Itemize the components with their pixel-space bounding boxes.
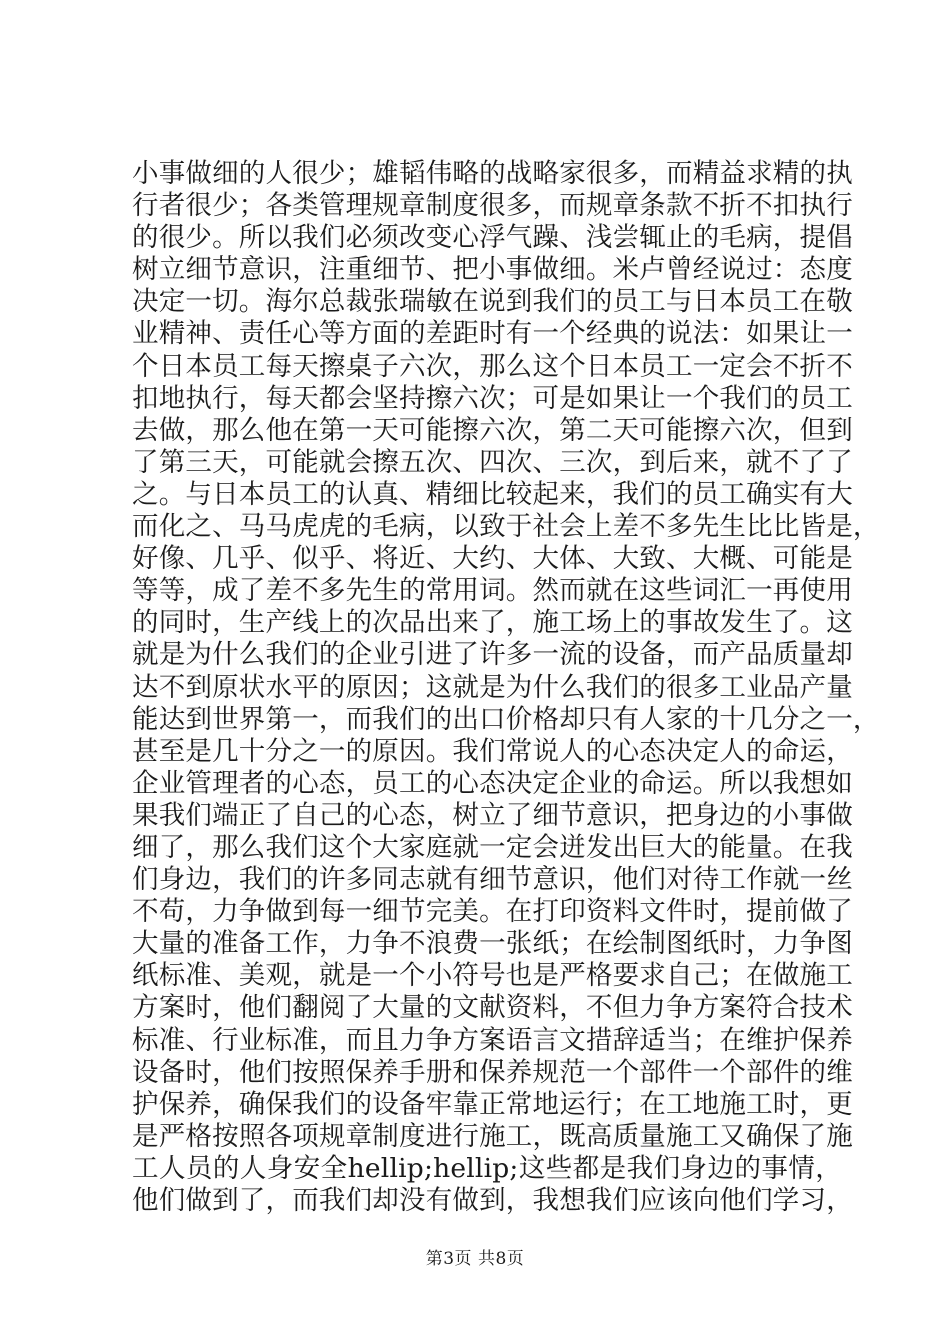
text-line: 细了，那么我们这个大家庭就一定会迸发出巨大的能量。在我 [132,831,853,863]
text-line: 的很少。所以我们必须改变心浮气躁、浅尝辄止的毛病，提倡 [132,222,853,254]
text-line: 设备时，他们按照保养手册和保养规范一个部件一个部件的维 [132,1056,853,1088]
text-line: 工人员的人身安全hellip;hellip;这些都是我们身边的事情， [132,1152,842,1184]
text-line: 护保养，确保我们的设备牢靠正常地运行；在工地施工时，更 [132,1088,853,1120]
text-line: 小事做细的人很少；雄韬伟略的战略家很多，而精益求精的执 [132,158,853,189]
text-line: 企业管理者的心态，员工的心态决定企业的命运。所以我想如 [132,767,853,799]
text-line: 个日本员工每天擦桌子六次，那么这个日本员工一定会不折不 [132,350,853,382]
text-line: 们身边，我们的许多同志就有细节意识，他们对待工作就一丝 [132,864,853,896]
text-line: 的同时，生产线上的次品出来了，施工场上的事故发生了。这 [132,607,853,639]
text-line: 好像、几乎、似乎、将近、大约、大体、大致、大概、可能是 [132,543,853,575]
text-line: 之。与日本员工的认真、精细比较起来，我们的员工确实有大 [132,478,853,510]
text-line: 就是为什么我们的企业引进了许多一流的设备，而产品质量却 [132,639,853,671]
text-line: 树立细节意识，注重细节、把小事做细。米卢曾经说过：态度 [132,254,853,286]
text-line: 果我们端正了自己的心态，树立了细节意识，把身边的小事做 [132,799,853,831]
text-line: 等等，成了差不多先生的常用词。然而就在这些词汇一再使用 [132,575,853,607]
text-line: 而化之、马马虎虎的毛病，以致于社会上差不多先生比比皆是， [132,511,880,543]
text-line: 决定一切。海尔总裁张瑞敏在说到我们的员工与日本员工在敬 [132,286,853,318]
text-line: 扣地执行，每天都会坚持擦六次；可是如果让一个我们的员工 [132,382,853,414]
text-line: 去做，那么他在第一天可能擦六次，第二天可能擦六次，但到 [132,414,853,446]
text-line: 标准、行业标准，而且力争方案语言文措辞适当；在维护保养 [132,1024,853,1056]
text-line: 了第三天，可能就会擦五次、四次、三次，到后来，就不了了 [132,446,853,478]
page-number-footer: 第3页 共8页 [425,1249,525,1269]
text-line: 是严格按照各项规章制度进行施工，既高质量施工又确保了施 [132,1120,853,1152]
text-line: 甚至是几十分之一的原因。我们常说人的心态决定人的命运， [132,735,853,767]
text-line: 能达到世界第一，而我们的出口价格却只有人家的十几分之一， [132,703,880,735]
text-line: 大量的准备工作，力争不浪费一张纸；在绘制图纸时，力争图 [132,928,853,960]
text-line: 不苟，力争做到每一细节完美。在打印资料文件时，提前做了 [132,896,853,928]
text-line: 达不到原状水平的原因；这就是为什么我们的很多工业品产量 [132,671,853,703]
text-line: 业精神、责任心等方面的差距时有一个经典的说法：如果让一 [132,318,853,350]
text-line: 他们做到了，而我们却没有做到，我想我们应该向他们学习， [132,1185,853,1216]
text-line: 纸标准、美观，就是一个小符号也是严格要求自己；在做施工 [132,960,853,992]
text-line: 行者很少；各类管理规章制度很多，而规章条款不折不扣执行 [132,190,853,222]
text-line: 方案时，他们翻阅了大量的文献资料，不但力争方案符合技术 [132,992,853,1024]
body-text [132,158,880,1217]
